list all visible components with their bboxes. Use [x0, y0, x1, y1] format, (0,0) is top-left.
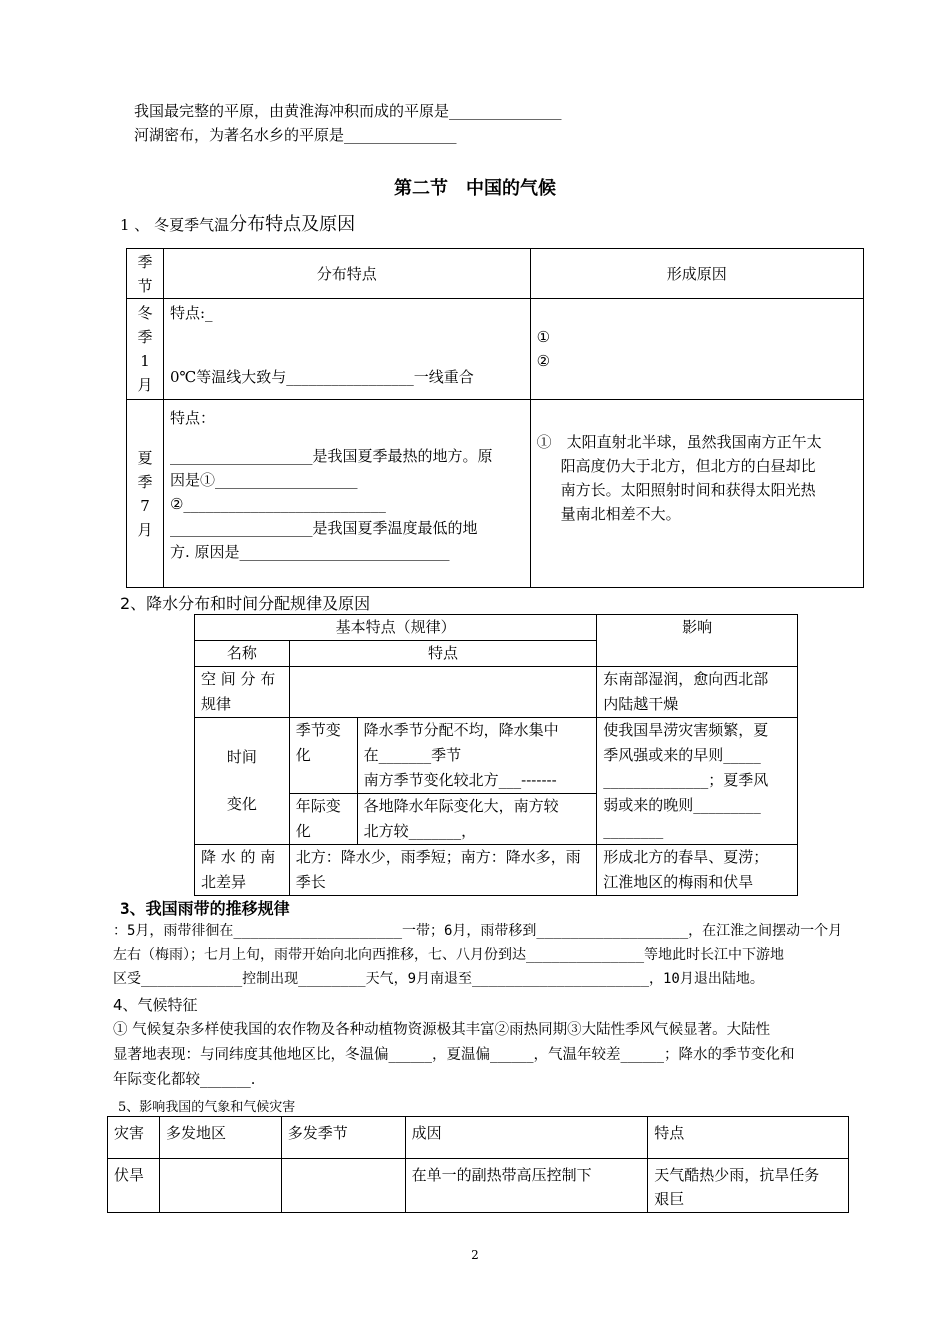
ns-feature-line: 季长 — [295, 873, 326, 891]
summer-feature-line: 因是①___________________ — [169, 471, 358, 489]
q3-line-2: 左右（梅雨）；七月上旬，雨带开始向北向西推移，七、八月份到达______________等地此时长江中下游地 — [113, 947, 784, 963]
summer-label — [127, 400, 164, 588]
ns-feature-line: 北方：降水少，雨季短；南方：降水多，雨 — [295, 848, 581, 866]
summer-label-3: 7 — [140, 496, 150, 515]
annual-feature-line: 各地降水年际变化大，南方较 — [363, 797, 559, 815]
row-region — [159, 1159, 281, 1213]
header-influence: 影响 — [597, 615, 798, 667]
winter-feature-line: 0℃等温线大致与_________________一线重合 — [169, 368, 474, 386]
time-influence-line: 弱或来的晚则_________ — [603, 796, 761, 814]
winter-label-3: 1 — [140, 352, 150, 370]
row-feature-line: 天气酷热少雨，抗旱任务 — [654, 1166, 820, 1184]
header-disaster: 灾害 — [108, 1117, 160, 1159]
q1-heading-num: 1 、 冬夏季气温 — [120, 216, 230, 234]
q1-heading-title: 分布特点及原因 — [229, 214, 356, 235]
space-influence — [597, 667, 798, 718]
winter-feature-line: 特点:_ — [169, 304, 213, 322]
summer-reason-line: 南方长。太阳照射时间和获得太阳光热 — [560, 481, 816, 499]
winter-feature — [163, 299, 530, 400]
summer-reason-line: ① 太阳直射北半球，虽然我国南方正午太 — [536, 433, 822, 451]
ns-influence-line: 江淮地区的梅雨和伏旱 — [603, 873, 754, 891]
q3-line-1: ：5月，雨带徘徊在____________________一带；6月，雨带移到__________________，在江淮之间摆动一个月 — [113, 923, 843, 939]
winter-reason-line: ① — [536, 328, 551, 346]
precipitation-table — [194, 614, 798, 896]
ns-name — [195, 845, 290, 896]
annual-feature — [357, 794, 597, 845]
time-influence — [597, 718, 798, 845]
time-influence-line: ______________；夏季风 — [603, 771, 769, 789]
summer-feature-line: 方. 原因是____________________________ — [169, 543, 450, 561]
time-name — [195, 718, 290, 845]
row-feature — [648, 1159, 849, 1213]
winter-label-4: 月 — [137, 376, 153, 394]
season-change — [289, 718, 357, 794]
header-season-2: 节 — [137, 276, 153, 295]
disaster-table — [107, 1116, 849, 1213]
time-name-line: 变化 — [226, 795, 257, 813]
q1-heading — [120, 210, 355, 236]
ns-influence — [597, 845, 798, 896]
space-feature — [289, 667, 596, 718]
summer-feature-line: ___________________是我国夏季温度最低的地 — [169, 519, 478, 537]
q4-heading: 4、气候特征 — [113, 996, 198, 1014]
summer-feature-line: 特点： — [169, 409, 215, 427]
season-feature-line: 降水季节分配不均，降水集中 — [363, 721, 559, 739]
annual-change-line: 化 — [295, 822, 311, 840]
q3-line-3: 区受____________控制出现________天气，9月南退至_____________________，10月退出陆地。 — [113, 971, 764, 987]
summer-reason-line: 阳高度仍大于北方，但北方的白昼却比 — [560, 457, 816, 475]
winter-label — [127, 299, 164, 400]
q5-heading: 5、影响我国的气象和气候灾害 — [118, 1100, 296, 1115]
header-season-1: 季 — [137, 252, 153, 271]
ns-feature — [289, 845, 596, 896]
winter-label-2: 季 — [137, 328, 153, 346]
space-name-line: 空 间 分 布 — [201, 670, 276, 688]
temperature-table — [126, 248, 864, 588]
header-season-q5: 多发季节 — [281, 1117, 405, 1159]
summer-reason-line: 量南北相差不大。 — [560, 505, 681, 523]
winter-label-1: 冬 — [137, 304, 153, 322]
row-cause: 在单一的副热带高压控制下 — [405, 1159, 648, 1213]
row-season — [281, 1159, 405, 1213]
annual-change-line: 年际变 — [295, 797, 341, 815]
q4-line-3: 年际变化都较_______. — [113, 1072, 256, 1088]
space-name — [195, 667, 290, 718]
section-title: 第二节 中国的气候 — [394, 178, 556, 199]
q4-line-2: 显著地表现：与同纬度其他地区比，冬温偏______，夏温偏______，气温年较差______；降水的季节变化和 — [113, 1047, 795, 1063]
winter-reason-line: ② — [536, 352, 551, 370]
winter-reason — [530, 299, 863, 400]
annual-change — [289, 794, 357, 845]
summer-feature-line: ②___________________________ — [169, 495, 386, 513]
header-reason: 形成原因 — [530, 249, 863, 299]
annual-feature-line: 北方较_______， — [363, 822, 477, 840]
space-influence-line: 内陆越干燥 — [603, 695, 679, 713]
space-influence-line: 东南部湿润，愈向西北部 — [603, 670, 769, 688]
summer-reason — [530, 400, 863, 588]
header-season — [127, 249, 164, 299]
row-feature-line: 艰巨 — [654, 1190, 685, 1208]
summer-feature-line: ___________________是我国夏季最热的地方。原 — [169, 447, 493, 465]
header-cause: 成因 — [405, 1117, 648, 1159]
time-influence-line: 使我国旱涝灾害频繁，夏 — [603, 721, 769, 739]
summer-feature — [163, 400, 530, 588]
header-name: 名称 — [195, 641, 290, 667]
header-feature-q5: 特点 — [648, 1117, 849, 1159]
header-feature2: 特点 — [289, 641, 596, 667]
intro-line-2: 河湖密布，为著名水乡的平原是_______________ — [134, 126, 457, 144]
season-feature-line: 南方季节变化较北方___------- — [363, 771, 557, 789]
time-influence-line: ________ — [603, 821, 664, 839]
ns-name-line: 降 水 的 南 — [201, 848, 276, 866]
time-influence-line: 季风强或来的早则_____ — [603, 746, 761, 764]
page-number: 2 — [471, 1248, 479, 1262]
header-basic: 基本特点（规律） — [195, 615, 597, 641]
ns-name-line: 北差异 — [201, 873, 247, 891]
season-change-line: 季节变 — [295, 721, 341, 739]
q4-line-1: ① 气候复杂多样使我国的农作物及各种动植物资源极其丰富②雨热同期③大陆性季风气候显著。大陆性 — [113, 1022, 771, 1038]
space-name-line: 规律 — [201, 695, 232, 713]
header-region: 多发地区 — [159, 1117, 281, 1159]
q2-heading: 2、降水分布和时间分配规律及原因 — [120, 594, 371, 613]
q3-heading: 3、我国雨带的推移规律 — [120, 899, 290, 918]
ns-influence-line: 形成北方的春旱、夏涝； — [603, 848, 769, 866]
time-name-line: 时间 — [226, 748, 257, 766]
intro-line-1: 我国最完整的平原，由黄淮海冲积而成的平原是_______________ — [134, 102, 562, 120]
season-feature-line: 在_______季节 — [363, 746, 462, 764]
summer-label-4: 月 — [137, 520, 153, 539]
summer-label-2: 季 — [137, 472, 153, 491]
header-feature: 分布特点 — [163, 249, 530, 299]
summer-label-1: 夏 — [137, 448, 153, 467]
season-feature — [357, 718, 597, 794]
season-change-line: 化 — [295, 746, 311, 764]
row-disaster: 伏旱 — [108, 1159, 160, 1213]
